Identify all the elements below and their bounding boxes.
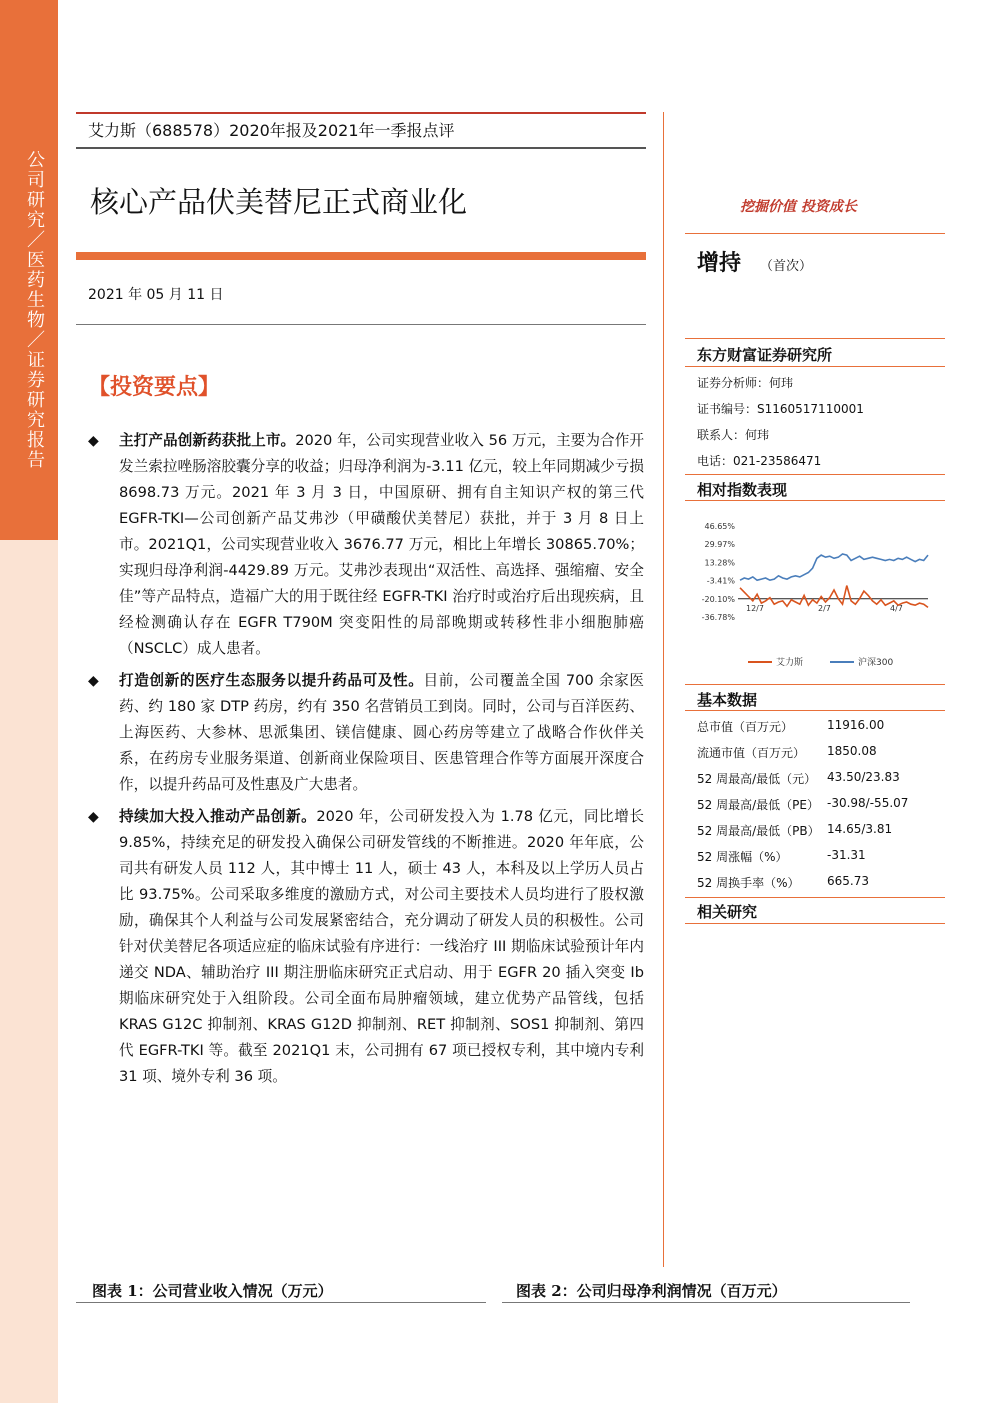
page-title: 核心产品伏美替尼正式商业化 — [90, 185, 468, 219]
investment-points — [88, 428, 644, 1096]
y-tick-label: -3.41% — [706, 576, 735, 586]
right-divider — [685, 923, 945, 924]
bullet-item — [88, 668, 644, 798]
sidebar-label: 公司研究／医药生物／证券研究报告 — [24, 150, 45, 470]
legend-label: 艾力斯 — [776, 658, 804, 668]
diamond-bullet-icon: ◆ — [88, 673, 99, 689]
right-divider — [685, 338, 945, 339]
right-divider — [685, 474, 945, 475]
related-research-title: 相关研究 — [697, 903, 758, 921]
basic-data-key: 流通市值（百万元） — [697, 746, 806, 760]
right-divider — [685, 897, 945, 898]
series-line-ails — [740, 586, 928, 608]
sidebar — [0, 0, 58, 1403]
bullet-text: 2020 年，公司研发投入为 1.78 亿元，同比增长 9.85%，持续充足的研发投入确保公司研发管线的不断推进。2020 年年底，公司共有研发人员 112 人，其中博士 11 人，硕士 43 人，本科及以上学历人员占比 93.75%。公司采取多维度的激励方式，对公司主要技术人员均进行了股权激励，确保其个人利益与公司发展紧密结合，充分调动了研发人员的积极性。公司针对伏美替尼各项适应症的临床试验有序进行：一线治疗 III 期临床试验预计年内递交 NDA、辅助治疗 III 期注册临床研究正式启动、用于 EGFR 20 插入突变 Ib 期临床研究处于入组阶段。公司全面布局肿瘤领域，建立优势产品管线，包括 KRAS G12C 抑制剂、KRAS G12D 抑制剂、RET 抑制剂、SOS1 抑制剂、第四代 EGFR-TKI 等。截至 2021Q1 末，公司拥有 67 项已授权专利，其中境内专利 31 项、境外专利 36 项。 — [119, 808, 644, 1085]
figure-1-rule — [76, 1302, 486, 1303]
date-divider — [76, 324, 646, 325]
basic-data-value: 11916.00 — [827, 718, 885, 732]
figure-1-caption: 图表 1：公司营业收入情况（万元） — [92, 1282, 333, 1300]
basic-data-key: 52 周最高/最低（PB） — [697, 824, 820, 838]
figure-2-caption: 图表 2：公司归母净利润情况（百万元） — [516, 1282, 787, 1300]
y-tick-label: -36.78% — [701, 613, 735, 622]
legend-label: 沪深300 — [858, 658, 894, 668]
y-tick-label: -20.10% — [701, 594, 735, 604]
report-header — [76, 112, 646, 149]
y-tick-label: 29.97% — [704, 540, 735, 550]
analyst-name: 证券分析师：何玮 — [697, 376, 794, 390]
right-divider — [685, 710, 945, 711]
x-tick-label: 4/7 — [890, 603, 903, 613]
report-date: 2021 年 05 月 11 日 — [88, 287, 224, 303]
institute-name: 东方财富证券研究所 — [697, 346, 833, 364]
certificate-number: 证书编号：S1160517110001 — [697, 402, 864, 416]
bullet-lead: 持续加大投入推动产品创新。 — [119, 808, 317, 825]
report-subtitle: 艾力斯（688578）2020年报及2021年一季报点评 — [76, 114, 646, 149]
right-divider — [685, 233, 945, 234]
rating-note: （首次） — [760, 259, 813, 274]
basic-data-value: 1850.08 — [827, 744, 877, 758]
series-line-hs300 — [740, 554, 928, 580]
phone-number: 电话：021-23586471 — [697, 454, 822, 468]
sidebar-accent — [0, 0, 58, 540]
slogan: 挖掘价值 投资成长 — [740, 199, 857, 215]
basic-data-title: 基本数据 — [697, 691, 758, 709]
bullet-lead: 主打产品创新药获批上市。 — [119, 432, 296, 449]
x-tick-label: 12/7 — [746, 603, 764, 613]
title-divider — [76, 252, 646, 260]
x-tick-label: 2/7 — [818, 603, 831, 613]
right-divider — [685, 366, 945, 367]
basic-data-value: 43.50/23.83 — [827, 770, 900, 784]
bullet-lead: 打造创新的医疗生态服务以提升药品可及性。 — [119, 672, 424, 689]
relative-performance-chart — [690, 512, 945, 677]
y-tick-label: 46.65% — [704, 522, 735, 531]
figure-2-rule — [502, 1302, 910, 1303]
basic-data-key: 52 周最高/最低（PE） — [697, 798, 819, 812]
right-divider — [685, 684, 945, 685]
bullet-item — [88, 804, 644, 1090]
bullet-text: 目前，公司覆盖全国 700 余家医药、约 180 家 DTP 药房，约有 350 名营销员工到岗。同时，公司与百洋医药、上海医药、大参林、思派集团、镁信健康、圆心药房等建立了战略合作伙伴关系，在药房专业服务渠道、创新商业保险项目、医患管理合作等方面展开深度合作，以提升药品可及性惠及广大患者。 — [119, 672, 644, 793]
bullet-text: 2020 年，公司实现营业收入 56 万元，主要为合作开发兰索拉唑肠溶胶囊分享的收益；归母净利润为-3.11 亿元，较上年同期减少亏损 8698.73 万元。2021 年 3 月 3 日，中国原研、拥有自主知识产权的第三代 EGFR-TKI—公司创新产品艾弗沙（甲磺酸伏美替尼）获批，并于 3 月 8 日上市。2021Q1，公司实现营业收入 3676.77 万元，相比上年增长 30865.70%；实现归母净利润-4429.89 万元。艾弗沙表现出“双活性、高选择、强缩瘤、安全佳”等产品特点，造福广大的用于既往经 EGFR-TKI 治疗时或治疗后出现疾病，且经检测确认存在 EGFR T790M 突变阳性的局部晚期或转移性非小细胞肺癌（NSCLC）成人患者。 — [119, 432, 644, 657]
basic-data-value: -30.98/-55.07 — [827, 796, 909, 810]
right-divider — [685, 500, 945, 501]
basic-data-key: 52 周换手率（%） — [697, 876, 800, 890]
column-divider — [663, 112, 664, 1267]
contact-person: 联系人：何玮 — [697, 428, 770, 442]
basic-data-value: -31.31 — [827, 848, 866, 862]
section-title: 【投资要点】 — [88, 374, 221, 400]
diamond-bullet-icon: ◆ — [88, 809, 99, 825]
basic-data-value: 14.65/3.81 — [827, 822, 893, 836]
rating: 增持 — [697, 251, 742, 276]
performance-title: 相对指数表现 — [697, 481, 788, 499]
basic-data-value: 665.73 — [827, 874, 869, 888]
basic-data-key: 52 周最高/最低（元） — [697, 772, 817, 786]
diamond-bullet-icon: ◆ — [88, 433, 99, 449]
bullet-item — [88, 428, 644, 662]
y-tick-label: 13.28% — [704, 558, 735, 568]
basic-data-key: 52 周涨幅（%） — [697, 850, 788, 864]
basic-data-key: 总市值（百万元） — [697, 720, 794, 734]
